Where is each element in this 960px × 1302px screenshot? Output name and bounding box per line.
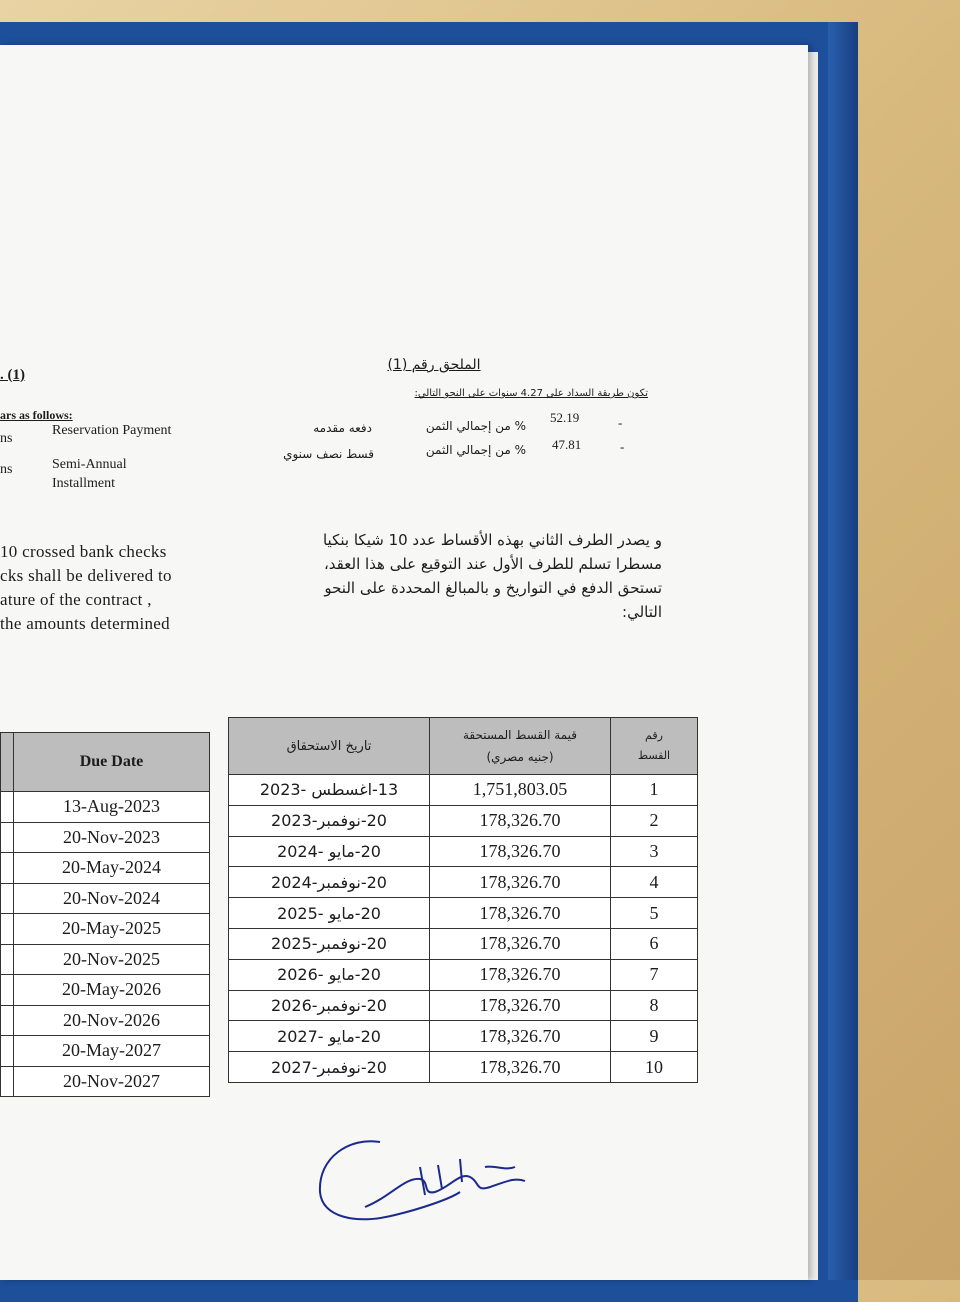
payment-2-pct-text: % من إجمالي الثمن	[425, 443, 526, 457]
table-row-stub	[1, 883, 14, 914]
installment-number-cell: 3	[611, 836, 698, 867]
installment-date-cell: 20-مايو -2025	[229, 898, 430, 929]
installment-date-cell: 20-مايو -2024	[229, 836, 430, 867]
paragraph-en-line-4: the amounts determined	[0, 614, 170, 633]
payment-2-pct: 47.81	[552, 437, 582, 452]
installment-number-cell: 10	[611, 1052, 698, 1083]
installment-number-header-line-1: رقم	[645, 729, 663, 742]
installment-date-cell: 13-اغسطس -2023	[229, 775, 430, 806]
table-row-stub	[1, 822, 14, 853]
due-date-table	[0, 732, 210, 1097]
due-date-header: Due Date	[14, 733, 210, 792]
payment-intro-ar: تكون طريقة السداد على 4.27 سنوات على النحو التالي:	[414, 388, 648, 399]
installment-amount-cell: 178,326.70	[430, 805, 611, 836]
table-row-stub	[1, 944, 14, 975]
installment-date-cell: 20-مايو -2027	[229, 1021, 430, 1052]
installment-date-cell: 20-مايو -2026	[229, 959, 430, 990]
payment-1-prefix: ns	[0, 431, 13, 446]
installment-number-header	[611, 718, 698, 775]
payment-1-pct-text: % من إجمالي الثمن	[425, 419, 526, 433]
installment-amount-cell: 178,326.70	[430, 867, 611, 898]
due-date-cell: 13-Aug-2023	[14, 792, 210, 823]
installment-number-cell: 4	[611, 867, 698, 898]
payment-1-pct: 52.19	[550, 410, 580, 425]
table-row-stub	[1, 792, 14, 823]
payment-1-label-ar: دفعه مقدمه	[313, 421, 372, 435]
paragraph-en	[0, 540, 204, 636]
installment-number-cell: 5	[611, 898, 698, 929]
due-date-cell: 20-Nov-2026	[14, 1005, 210, 1036]
installment-number-header-line-2: القسط	[637, 749, 671, 762]
installment-amount-cell: 178,326.70	[430, 928, 611, 959]
paragraph-ar	[212, 528, 662, 624]
installment-date-cell: 20-نوفمبر-2023	[229, 805, 430, 836]
paragraph-en-line-3: ature of the contract ,	[0, 590, 152, 609]
payment-2-label-en-2: Installment	[52, 476, 115, 491]
document-page	[0, 45, 808, 1280]
installment-amount-cell: 178,326.70	[430, 959, 611, 990]
due-date-cell: 20-May-2026	[14, 975, 210, 1006]
paragraph-ar-line-2: مسطرا تسلم للطرف الأول عند التوقيع على هذا العقد،	[323, 555, 662, 573]
installment-date-cell: 20-نوفمبر-2027	[229, 1052, 430, 1083]
table-row-stub	[1, 975, 14, 1006]
installment-table	[228, 717, 698, 1083]
installment-amount-header	[430, 718, 611, 775]
due-date-cell: 20-May-2025	[14, 914, 210, 945]
due-date-cell: 20-Nov-2025	[14, 944, 210, 975]
installment-number-cell: 2	[611, 805, 698, 836]
paragraph-en-line-1: 10 crossed bank checks	[0, 542, 167, 561]
handwritten-signature	[310, 1137, 540, 1232]
due-date-cell: 20-May-2027	[14, 1036, 210, 1067]
due-date-cell: 20-Nov-2024	[14, 883, 210, 914]
installment-date-cell: 20-نوفمبر-2025	[229, 928, 430, 959]
installment-date-cell: 20-نوفمبر-2026	[229, 990, 430, 1021]
annex-title-ar: الملحق رقم (1)	[387, 357, 481, 373]
installment-date-cell: 20-نوفمبر-2024	[229, 867, 430, 898]
payment-2-dash: -	[620, 439, 625, 454]
binder-spine	[828, 22, 858, 1280]
installment-amount-header-line-2: (جنيه مصري)	[486, 750, 554, 764]
installment-amount-cell: 178,326.70	[430, 836, 611, 867]
table-row-stub	[1, 1036, 14, 1067]
installment-number-cell: 6	[611, 928, 698, 959]
installment-number-cell: 7	[611, 959, 698, 990]
installment-number-cell: 1	[611, 775, 698, 806]
installment-amount-cell: 178,326.70	[430, 1021, 611, 1052]
paragraph-ar-line-4: التالي:	[622, 603, 662, 621]
due-date-header-stub	[1, 733, 14, 792]
payment-1-label-en: Reservation Payment	[52, 423, 172, 438]
payment-2-prefix: ns	[0, 462, 13, 477]
payment-2-label-ar: قسط نصف سنوي	[283, 447, 374, 461]
table-row-stub	[1, 1066, 14, 1097]
paragraph-en-line-2: cks shall be delivered to	[0, 566, 172, 585]
table-row-stub	[1, 1005, 14, 1036]
installment-amount-header-line-1: قيمة القسط المستحقة	[462, 728, 578, 742]
installment-amount-cell: 178,326.70	[430, 990, 611, 1021]
due-date-cell: 20-Nov-2027	[14, 1066, 210, 1097]
installment-number-cell: 9	[611, 1021, 698, 1052]
installment-amount-cell: 1,751,803.05	[430, 775, 611, 806]
installment-amount-cell: 178,326.70	[430, 1052, 611, 1083]
payment-2-label-en: Semi-Annual	[52, 457, 127, 472]
table-row-stub	[1, 914, 14, 945]
installment-date-header: تاريخ الاستحقاق	[229, 718, 430, 775]
installment-number-cell: 8	[611, 990, 698, 1021]
paragraph-ar-line-1: و يصدر الطرف الثاني بهذه الأقساط عدد 10 شيكا بنكيا	[322, 531, 662, 549]
due-date-cell: 20-May-2024	[14, 853, 210, 884]
payment-intro-en: ars as follows:	[0, 408, 73, 422]
installment-amount-cell: 178,326.70	[430, 898, 611, 929]
payment-1-dash: -	[618, 415, 623, 430]
paragraph-ar-line-3: تستحق الدفع في التواريخ و بالمبالغ المحددة على النحو	[324, 579, 662, 597]
due-date-cell: 20-Nov-2023	[14, 822, 210, 853]
table-row-stub	[1, 853, 14, 884]
annex-title-en: . (1)	[0, 367, 25, 383]
